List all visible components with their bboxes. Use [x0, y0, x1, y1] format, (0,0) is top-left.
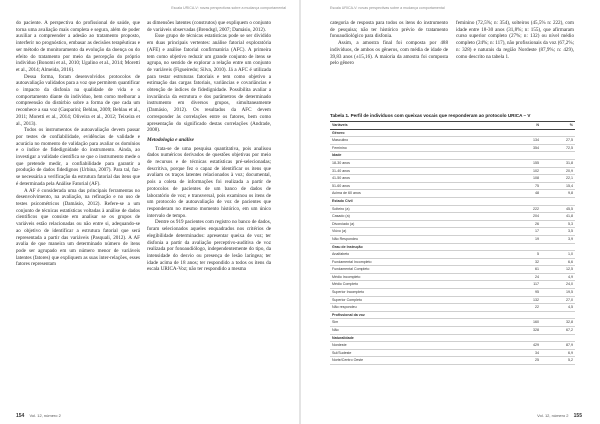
table-cell-n: 34: [507, 349, 541, 357]
table-cell-label: Fundamental Incompleto: [330, 258, 507, 266]
table-row: [330, 137, 575, 145]
table-cell-label: Variáveis: [330, 122, 507, 130]
right-column-1: [330, 20, 448, 67]
table-cell-label: Superior Completo: [330, 296, 507, 304]
table-cell-label: Estado Civil: [330, 197, 507, 205]
table-cell-n: 61: [507, 266, 541, 274]
table-section-row: [330, 243, 575, 251]
table-row: [330, 258, 575, 266]
table-cell-n: 22: [507, 304, 541, 312]
table-row: [330, 205, 575, 213]
table-cell-label: Gênero: [330, 129, 507, 137]
table-cell-n: [507, 334, 541, 342]
table-row: [330, 213, 575, 221]
table-cell-pct: 32,8: [541, 319, 575, 327]
table-cell-n: [507, 243, 541, 251]
table-row: [330, 304, 575, 312]
table-cell-pct: 87,9: [541, 342, 575, 350]
table-section-row: [330, 152, 575, 160]
table-cell-n: 354: [507, 144, 541, 152]
page-number: 155: [573, 413, 582, 419]
table-cell-label: Viúvo (a): [330, 228, 507, 236]
table-cell-n: 155: [507, 159, 541, 167]
table-cell-label: Sul/Sudeste: [330, 349, 507, 357]
table-cell-label: Naturalidade: [330, 334, 507, 342]
page-footer: [16, 413, 61, 419]
table-cell-label: Solteiro (a): [330, 205, 507, 213]
table-cell-label: Sim: [330, 319, 507, 327]
table-row: [330, 289, 575, 297]
table-cell-label: Não Respondeu: [330, 235, 507, 243]
table-cell-pct: [541, 334, 575, 342]
table-cell-n: 24: [507, 273, 541, 281]
table-cell-n: 160: [507, 319, 541, 327]
table-cell-pct: 41,8: [541, 213, 575, 221]
table-cell-n: 48: [507, 190, 541, 198]
page-footer: [537, 413, 582, 419]
right-column-2: [456, 20, 574, 60]
table-cell-label: Nordeste: [330, 342, 507, 350]
table-header-row: [330, 122, 575, 130]
table-cell-pct: 27,5: [541, 137, 575, 145]
table-cell-pct: [541, 152, 575, 160]
table-cell-label: Grau de Instrução: [330, 243, 507, 251]
table-row: [330, 273, 575, 281]
issue-label: Vol. 12, número 2: [537, 413, 569, 418]
table-cell-pct: 1,0: [541, 251, 575, 259]
table-cell-pct: 6,9: [541, 349, 575, 357]
table-cell-label: Médio Completo: [330, 281, 507, 289]
table-cell-label: Não: [330, 327, 507, 335]
table-cell-pct: 27,0: [541, 296, 575, 304]
table-cell-pct: 67,2: [541, 327, 575, 335]
table-cell-n: 75: [507, 182, 541, 190]
table-row: [330, 319, 575, 327]
table-cell-pct: 45,5: [541, 205, 575, 213]
table-cell-pct: 15,4: [541, 182, 575, 190]
table-cell-label: Casado (a): [330, 213, 507, 221]
table-cell-n: 204: [507, 213, 541, 221]
table-row: [330, 182, 575, 190]
table-cell-label: Idade: [330, 152, 507, 160]
table-cell-n: 102: [507, 167, 541, 175]
table-row: [330, 190, 575, 198]
table-cell-pct: [541, 197, 575, 205]
table-cell-n: 108: [507, 175, 541, 183]
table-cell-pct: 12,5: [541, 266, 575, 274]
table-cell-n: 26: [507, 220, 541, 228]
table-cell-n: 117: [507, 281, 541, 289]
table-caption: Tabela 1. Perfil de indivíduos com queixas vocais que responderam ao protocolo URICA – V: [330, 113, 531, 118]
table-cell-pct: 20,9: [541, 167, 575, 175]
table-cell-pct: 9,8: [541, 190, 575, 198]
table-cell-pct: 3,9: [541, 235, 575, 243]
table-cell-pct: 5,2: [541, 357, 575, 365]
paragraph: do paciente. A perspectiva do profissional de saúde, que torna uma avaliação mais completa e segura, além de poder auxiliar a compreender a adesão ao tratamento proposto, interferir no prognóstico, embasar as decisões terapêuticas e ser método de monitoramento da evolução da doença ou do efeito do tratamento por meio da percepção do próprio indivíduo (Bonomi et al., 2010; Ugalino et al., 2014; Moretti et al., 2014; Almeida, 2016).: [16, 20, 140, 73]
table-cell-n: 95: [507, 289, 541, 297]
left-column-1: [16, 20, 140, 268]
table-cell-pct: %: [541, 122, 575, 130]
table-row: [330, 327, 575, 335]
table-cell-n: 5: [507, 251, 541, 259]
table-cell-pct: 4,5: [541, 304, 575, 312]
table-cell-label: Masculino: [330, 137, 507, 145]
table-row: [330, 349, 575, 357]
table-row: [330, 235, 575, 243]
table-cell-pct: 22,1: [541, 175, 575, 183]
page-number: 154: [16, 413, 25, 419]
paragraph: Dentre os 919 pacientes com registro no banco de dados, foram selecionados aqueles enquadrados nos critérios de elegibilidade determinados: apresentar queixa de voz; ter disfonia a partir da avaliação perceptivo-auditiva de voz realizada por fonoaudiólogo, independentemente do tipo, da intensidade do desvio ou presença de lesão laríngea; ter idade acima de 18 anos; ter respondido a todos os itens da escala URICA-Voz; não ter respondido a mesma: [147, 219, 271, 273]
paragraph: categoria de resposta para todos os itens do instrumento de pesquisa; não ter histórico prévio de tratamento fonoaudiológico para disfonia.: [330, 20, 448, 40]
table-row: [330, 228, 575, 236]
table-cell-pct: 4,9: [541, 273, 575, 281]
table-cell-pct: 3,5: [541, 228, 575, 236]
table-cell-pct: 5,3: [541, 220, 575, 228]
table-cell-pct: [541, 311, 575, 319]
table-cell-label: Divorciado (a): [330, 220, 507, 228]
paragraph: A AF é considerada uma das principais ferramentas no desenvolvimento, na avaliação, na refinação e no uso de testes psicométricos (Damásio, 2012). Refere-se a um conjunto de técnicas estatísticas voltadas à análise de dados científicos que consiste em analisar se os grupos de variáveis estão relacionadas ou não entre si, adequando-se ao objetivo de identificar a estrutura fatorial que será representada a partir das variáveis (Pasquali, 2012). A AF avalia de que maneira um determinado número de itens pode ser agrupado em um número menor de variáveis latentes (fatores) que expliquem as suas inter-relações, esses fatores representam: [16, 187, 140, 268]
table-row: [330, 159, 575, 167]
table-cell-n: [507, 311, 541, 319]
table-cell-label: Médio Incompleto: [330, 273, 507, 281]
running-head: Escala URICA-V: novas perspectivas sobre a mudança comportamental: [171, 6, 286, 10]
paragraph: Dessa forma, foram desenvolvidos protocolos de autoavaliação validados para a voz que permitem quantificar o impacto da disfonia na qualidade de vida e o comportamento diante do indivíduo, bem como melhorar a compreensão do distúrbio sobre a forma de que cada um reconhece a sua voz (Gasparini; Behlau, 2009; Behlau et al., 2011; Moretti et al., 2014; Oliveira et al., 2012; Teixeira et al., 2013).: [16, 73, 140, 127]
table-cell-n: 17: [507, 228, 541, 236]
table-cell-n: [507, 197, 541, 205]
table-cell-n: 429: [507, 342, 541, 350]
table-cell-n: 19: [507, 235, 541, 243]
table-cell-n: 132: [507, 296, 541, 304]
table-cell-label: Não respondeu: [330, 304, 507, 312]
paragraph: Trata-se de uma pesquisa quantitativa, pois analisou dados numéricos derivados de questões objetivas por meio de recursos e de técnicas estatísticas pré-selecionadas; descritiva, porque fez o capaz de identificar os itens que avaliam os traços latentes relacionados à voz; documental, pois a coleta de informações foi realizada a partir de protocolos de pacientes de um banco de dados de laboratório de voz; e transversal, pois examinou os itens de um protocolo de autoavaliação de voz de pacientes que responderam no mesmo momento histórico, em um único intervalo de tempo.: [147, 145, 271, 219]
table-cell-pct: 31,8: [541, 159, 575, 167]
table-section-row: [330, 311, 575, 319]
table-cell-n: 134: [507, 137, 541, 145]
table-cell-n: N: [507, 122, 541, 130]
table-row: [330, 144, 575, 152]
profile-table: [330, 121, 575, 365]
table-cell-pct: [541, 129, 575, 137]
table-row: [330, 175, 575, 183]
table-cell-label: Superior Incompleto: [330, 289, 507, 297]
table-row: [330, 266, 575, 274]
table-cell-label: 18-30 anos: [330, 159, 507, 167]
right-page: [300, 0, 600, 424]
table-cell-label: Norte/Centro Oeste: [330, 357, 507, 365]
table-cell-label: Feminino: [330, 144, 507, 152]
table-cell-n: [507, 152, 541, 160]
table-cell-pct: 6,6: [541, 258, 575, 266]
table-section-row: [330, 197, 575, 205]
paragraph: as dimensões latentes (construtos) que expliquem o conjunto de variáveis observadas (Brendsgl, 2007; Damásio, 2012).: [147, 20, 271, 33]
table-cell-n: 25: [507, 357, 541, 365]
table-row: [330, 296, 575, 304]
table-cell-n: 32: [507, 258, 541, 266]
table-cell-pct: 72,5: [541, 144, 575, 152]
running-head: Escala URICA-V: novas perspectivas sobre a mudança comportamental: [330, 6, 445, 10]
table-cell-label: Fundamental Completo: [330, 266, 507, 274]
table-section-row: [330, 129, 575, 137]
table-row: [330, 281, 575, 289]
table-cell-n: 222: [507, 205, 541, 213]
table-cell-label: Acima de 60 anos: [330, 190, 507, 198]
table-cell-pct: [541, 243, 575, 251]
table-row: [330, 251, 575, 259]
paragraph: Esse grupo de técnicas estatísticas pode se ser dividido em duas principais vertentes: análise fatorial exploratória (AFE) e análise fatorial confirmatória (AFC). A primeira tem como objetivo reduzir um grande conjunto de itens se agrupa, no sentido de explorar a relação entre um conjunto de variáveis (Figueiredo; Silva, 2010). Já a AFC é utilizada para testar estruturas fatoriais e tem como objetivo a estimação das cargas fatoriais, variâncias e covariâncias e obtenção de índices de fidedignidade. Possibilita avaliar a invariância da estrutura e dos parâmetros de determinado instrumento em diversos grupos, simultaneamente (Damásio, 2012). Os resultados da AFC devem corresponder às correlações entre os fatores, bem como apresentação do significado destas correlações (Andrade, 2008).: [147, 33, 271, 134]
table-cell-n: 328: [507, 327, 541, 335]
table-cell-label: 51-60 anos: [330, 182, 507, 190]
table-cell-label: Profissional da voz: [330, 311, 507, 319]
issue-label: Vol. 12, número 2: [29, 413, 61, 418]
table-cell-pct: 19,5: [541, 289, 575, 297]
table-cell-n: [507, 129, 541, 137]
table-section-row: [330, 334, 575, 342]
table-row: [330, 342, 575, 350]
table-row: [330, 357, 575, 365]
paragraph: feminino (72,5%; n: 354), solteiros (45,5% n: 222), com idade entre 18-30 anos (31,8%; n: 155), que afirmaram curso superior completo (27%; n: 132) ou nível médio completo (24%; n: 117), não profissionais da voz (67,2%; n: 328) e naturais da região Nordeste (87,9%; n: 429), como descrito na tabela 1.: [456, 20, 574, 60]
table-cell-pct: 24,0: [541, 281, 575, 289]
section-heading: Metodologia e análise: [147, 136, 194, 143]
table-cell-label: Analfabeto: [330, 251, 507, 259]
table-row: [330, 220, 575, 228]
table-cell-label: 41-50 anos: [330, 175, 507, 183]
table-cell-label: 31-40 anos: [330, 167, 507, 175]
left-column-2: [147, 20, 271, 273]
paragraph: Assim, a amostra final foi composta por 488 indivíduos, de ambos os gêneros, com média de idade de 39,83 anos (±15,16). A maioria da amostra foi composta pelo gênero: [330, 40, 448, 67]
paragraph: Todos os instrumentos de autoavaliação devem passar por testes de confiabilidade, evidências de validade e acurácia no momento de validação para avaliar os domínios e o índice de fidedignidade do instrumento. Ainda, ao investigar a validade científica se que o instrumento mede o que pretende medir, a confiabilidade para garantir a produção de dados fidedignos (Urbina, 2007). Para tal, faz-se necessária a verificação da estrutura fatorial das itens que é determinada pela Análise Fatorial (AF).: [16, 127, 140, 187]
table-row: [330, 167, 575, 175]
